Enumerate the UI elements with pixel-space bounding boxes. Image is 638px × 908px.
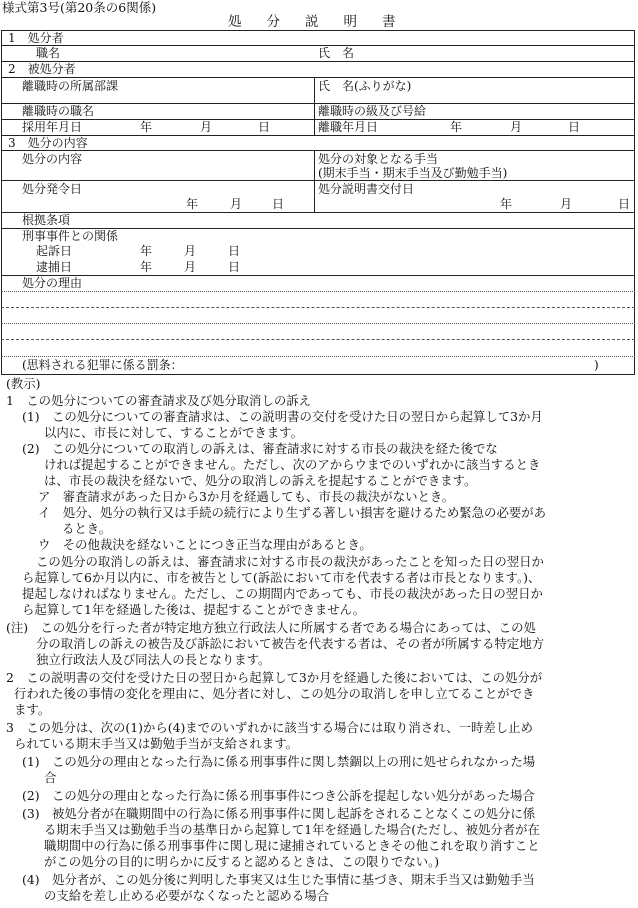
instruction-line: ければ提起することができません。ただし、次のアからウまでのいずれかに該当するとき [44, 457, 541, 472]
label-indictment: 起訴日 [36, 244, 73, 258]
delivery-month: 月 [560, 197, 573, 211]
page-title: 処分説明書 [228, 14, 421, 30]
issue-year: 年 [186, 197, 199, 211]
label-grade: 離職時の級及び号給 [318, 104, 427, 118]
indictment-month: 月 [184, 244, 197, 258]
label-dept: 離職時の所属部課 [22, 79, 119, 93]
penalty-close: ) [594, 358, 599, 372]
label-retire-post: 離職時の職名 [22, 104, 95, 118]
instruction-line: この処分の取消しの訴えは、審査請求に対する市長の裁決があったことを知った日の翌日か [36, 554, 544, 569]
section3-heading: 3 処分の内容 [8, 136, 88, 150]
issue-month: 月 [230, 197, 243, 211]
instruction-line: ら起算して1年を経過した後は、提起することができません。 [22, 602, 366, 617]
row-divider [1, 61, 635, 62]
label-content: 処分の内容 [22, 152, 83, 166]
retire-year: 年 [450, 120, 463, 134]
instruction-line: (2) この処分についての取消しの訴えは、審査請求に対する市長の裁決を経た後でな [22, 441, 498, 456]
retire-day: 日 [568, 120, 581, 134]
row-divider [1, 212, 635, 213]
label-criminal: 刑事事件との関係 [22, 229, 119, 243]
instruction-line: 提起しなければなりません。ただし、この期間内であっても、市長の裁決があった日の翌日か [22, 586, 543, 601]
instruction-line: 1 この処分についての審査請求及び処分取消しの訴え [6, 393, 312, 408]
instruction-line: (2) この処分の理由となった行為に係る刑事事件につき公訴を提起しない処分があった場合 [22, 788, 535, 803]
reason-line [1, 323, 635, 324]
form-number: 様式第3号(第20条の6関係) [2, 0, 157, 15]
col-divider [314, 150, 315, 212]
instruction-line: 2 この説明書の交付を受けた日の翌日から起算して3か月を経過した後においては、この処分が [6, 670, 543, 685]
label-target: 処分の対象となる手当 [318, 152, 439, 166]
reason-line [1, 339, 635, 340]
row-divider [1, 150, 635, 151]
reason-line [1, 356, 635, 357]
reason-line [1, 291, 635, 292]
instruction-line: (1) この処分の理由となった行為に係る刑事事件に関し禁錮以上の刑に処せられなかった場 [22, 754, 536, 769]
indictment-day: 日 [228, 244, 241, 258]
instruction-line: ます。 [14, 702, 51, 717]
label-arrest: 逮捕日 [36, 260, 73, 274]
instruction-line: ら起算して6か月以内に、市を被告として(訴訟において市を代表する者は市長となります。)、 [22, 570, 541, 585]
retire-month: 月 [510, 120, 523, 134]
label-name-kana: 氏 名(ふりがな) [318, 79, 412, 93]
label-post: 職名 [36, 46, 61, 60]
row-divider [1, 180, 635, 181]
label-hire-date: 採用年月日 [22, 120, 83, 134]
label-name: 氏 名 [318, 46, 355, 60]
label-legal-basis: 根拠条項 [22, 213, 71, 227]
col-divider [314, 77, 315, 135]
arrest-day: 日 [228, 260, 241, 274]
instruction-line: 行われた後の事情の変化を理由に、処分者に対し、この処分の取消しを申し立てることができ [14, 686, 535, 701]
instruction-line: 独立行政法人及び同法人の長となります。 [36, 652, 271, 667]
instructions-heading: (教示) [6, 376, 41, 391]
hire-year: 年 [140, 120, 153, 134]
section2-heading: 2 被処分者 [8, 62, 76, 76]
row-divider [1, 135, 635, 136]
issue-day: 日 [272, 197, 285, 211]
instruction-line: 以内に、市長に対して、することができます。 [44, 425, 303, 440]
instruction-line: 職期間中の行為に係る刑事事件に関し現に逮捕されているときその他これを取り消すこと [44, 838, 540, 853]
instruction-line: る期末手当又は勤勉手当の基準日から起算して1年を経過した場合(ただし、被処分者が在 [44, 822, 540, 837]
reason-line [1, 307, 635, 308]
instruction-line: (注) この処分を行った者が特定地方独立行政法人に所属する者である場合にあっては、この処 [6, 620, 536, 635]
arrest-month: 月 [184, 260, 197, 274]
label-retire-date: 離職年月日 [318, 120, 379, 134]
indictment-year: 年 [140, 244, 153, 258]
target-detail: (期末手当・期末手当及び勤勉手当) [318, 166, 508, 180]
label-issue-date: 処分発令日 [22, 182, 83, 196]
instruction-line: 3 この処分は、次の(1)から(4)までのいずれかに該当する場合には取り消され、一時差し止め [6, 720, 533, 735]
instruction-line: 分の取消しの訴えの被告及び訴訟において被告を代表する者は、その者が所属する特定地方 [36, 636, 545, 651]
hire-month: 月 [200, 120, 213, 134]
instruction-line: イ 処分、処分の執行又は手続の続行により生ずる著しい損害を避けるため緊急の必要があ [38, 505, 547, 520]
instruction-line: (4) 処分者が、この処分後に判明した事実又は生じた事情に基づき、期末手当又は勤勉手当 [22, 872, 535, 887]
instruction-line: (3) 被処分者が在職期間中の行為に係る刑事事件に関し起訴をされることなくこの処分に係 [22, 806, 536, 821]
instruction-line: は、市長の裁決を経ないで、処分の取消しの訴えを提起することができます。 [44, 473, 477, 488]
hire-day: 日 [258, 120, 271, 134]
instruction-line: ア 審査請求があった日から3か月を経過しても、市長の裁決がないとき。 [38, 489, 455, 504]
label-penalty: (思料される犯罪に係る罰条： [22, 358, 183, 372]
instruction-line: られている期末手当又は勤勉手当が支給されます。 [14, 736, 298, 751]
instruction-line: 合 [44, 770, 57, 785]
delivery-year: 年 [500, 197, 513, 211]
section1-heading: 1 処分者 [8, 31, 64, 45]
row-divider [1, 77, 635, 78]
arrest-year: 年 [140, 260, 153, 274]
delivery-day: 日 [618, 197, 631, 211]
instruction-line: がこの処分の目的に明らかに反すると認めるときは、この限りでない。) [44, 854, 440, 869]
instruction-line: の支給を差し止める必要がなくなったと認める場合 [44, 888, 329, 903]
label-reason: 処分の理由 [22, 276, 83, 290]
row-divider [1, 275, 635, 276]
instruction-line: ウ その他裁決を経ないことにつき正当な理由があるとき。 [38, 537, 372, 552]
instruction-line: るとき。 [62, 521, 112, 536]
instruction-line: (1) この処分についての審査請求は、この説明書の交付を受けた日の翌日から起算して3か月 [22, 409, 543, 424]
label-delivery-date: 処分説明書交付日 [318, 182, 415, 196]
